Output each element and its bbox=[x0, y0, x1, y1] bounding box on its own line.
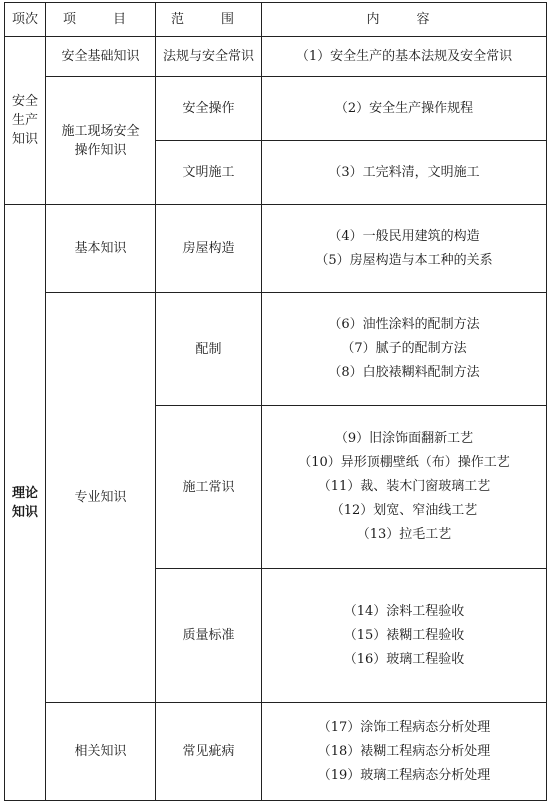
content-line-15: （15）裱糊工程验收 bbox=[343, 627, 465, 643]
scope-quality: 质量标准 bbox=[156, 569, 262, 703]
content-line-2: （2）安全生产操作规程 bbox=[334, 100, 474, 116]
scope-common: 施工常识 bbox=[156, 406, 262, 569]
header-item bbox=[46, 3, 156, 37]
section-theory bbox=[5, 205, 46, 801]
item-safety-basic: 安全基础知识 bbox=[46, 37, 156, 77]
content-cell bbox=[262, 141, 547, 205]
content-cell bbox=[262, 569, 547, 703]
table-row bbox=[5, 205, 547, 293]
item-related: 相关知识 bbox=[46, 703, 156, 801]
content-line-7: （7）腻子的配制方法 bbox=[341, 341, 467, 356]
item-site-safety bbox=[46, 77, 156, 205]
syllabus-table bbox=[4, 2, 547, 801]
content-line-3: （3）工完料清，文明施工 bbox=[328, 164, 480, 180]
header-content-label: 内 容 bbox=[366, 12, 442, 27]
content-line-11: （11）裁、装木门窗玻璃工艺 bbox=[317, 479, 491, 494]
scope-laws: 法规与安全常识 bbox=[156, 37, 262, 77]
content-line-9: （9）旧涂饰面翻新工艺 bbox=[334, 431, 474, 446]
content-line-14: （14）涂料工程验收 bbox=[343, 603, 465, 619]
scope-prep: 配制 bbox=[156, 293, 262, 406]
header-row bbox=[5, 3, 547, 37]
header-scope bbox=[156, 3, 262, 37]
header-content bbox=[262, 3, 547, 37]
content-line-16: （16）玻璃工程验收 bbox=[343, 651, 465, 667]
content-line-18: （18）裱糊工程病态分析处理 bbox=[317, 743, 491, 759]
section-theory-label: 理论知识 bbox=[11, 485, 38, 520]
syllabus-document bbox=[4, 2, 546, 800]
header-scope-label: 范 围 bbox=[170, 12, 246, 27]
content-line-17: （17）涂饰工程病态分析处理 bbox=[317, 719, 491, 735]
item-basic: 基本知识 bbox=[46, 205, 156, 293]
header-item-label: 项 目 bbox=[62, 12, 138, 27]
content-line-4: （4）一般民用建筑的构造 bbox=[328, 228, 480, 244]
section-safety bbox=[5, 37, 46, 205]
content-cell bbox=[262, 703, 547, 801]
content-line-19: （19）玻璃工程病态分析处理 bbox=[317, 767, 491, 783]
table-row bbox=[5, 37, 547, 77]
table-row bbox=[5, 703, 547, 801]
scope-defects: 常见疵病 bbox=[156, 703, 262, 801]
header-item-no: 项次 bbox=[5, 3, 46, 37]
content-line-13: （13）拉毛工艺 bbox=[356, 527, 452, 542]
content-line-5: （5）房屋构造与本工种的关系 bbox=[315, 252, 493, 268]
content-cell bbox=[262, 205, 547, 293]
content-line-8: （8）白胶裱糊料配制方法 bbox=[328, 365, 480, 380]
content-line-6: （6）油性涂料的配制方法 bbox=[328, 317, 480, 332]
content-cell bbox=[262, 77, 547, 141]
content-line-12: （12）划宽、窄油线工艺 bbox=[330, 503, 478, 518]
content-cell bbox=[262, 406, 547, 569]
scope-civil: 文明施工 bbox=[156, 141, 262, 205]
table-row bbox=[5, 77, 547, 141]
content-cell bbox=[262, 37, 547, 77]
table-row bbox=[5, 293, 547, 406]
scope-construction: 房屋构造 bbox=[156, 205, 262, 293]
item-professional: 专业知识 bbox=[46, 293, 156, 703]
content-line-1: （1）安全生产的基本法规及安全常识 bbox=[295, 48, 513, 64]
content-line-10: （10）异形顶棚壁纸（布）操作工艺 bbox=[298, 455, 510, 470]
scope-safe-ops: 安全操作 bbox=[156, 77, 262, 141]
item-site-safety-label: 施工现场安全操作知识 bbox=[61, 123, 140, 158]
content-cell bbox=[262, 293, 547, 406]
section-safety-label: 安全生产知识 bbox=[11, 94, 38, 147]
